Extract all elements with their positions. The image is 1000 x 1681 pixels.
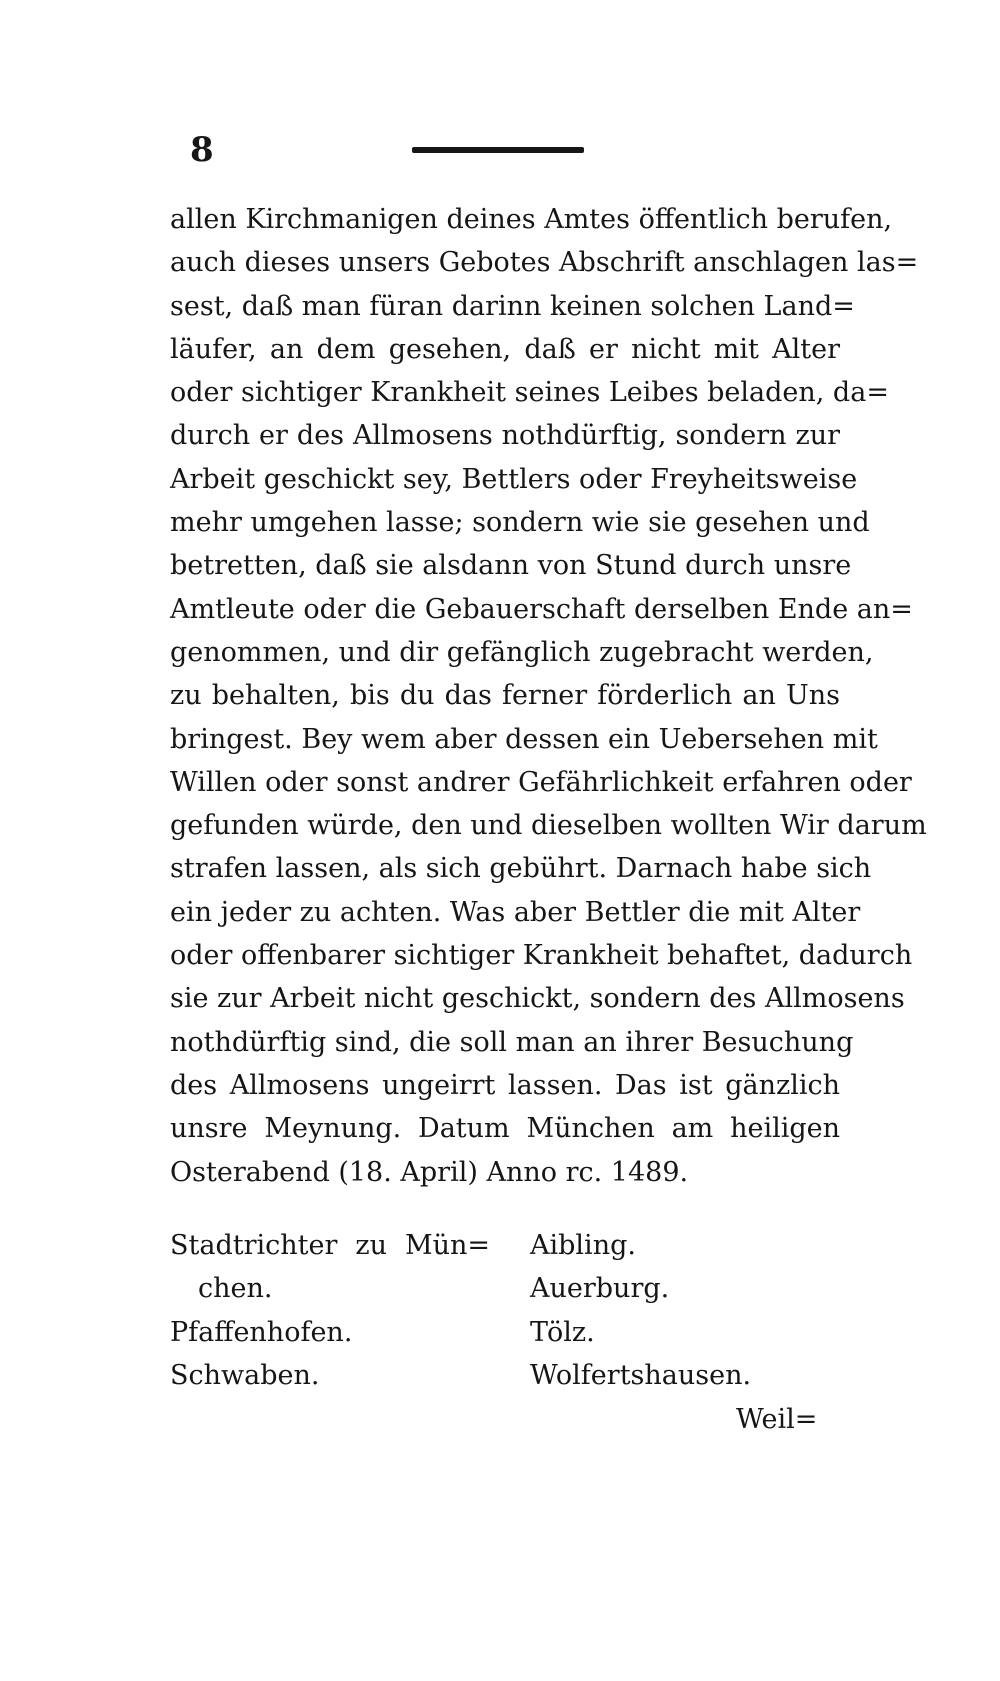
- text-line: ein jeder zu achten. Was aber Bettler die mit Alter: [170, 896, 861, 928]
- text-line: genommen, und dir gefänglich zugebracht werden,: [170, 636, 874, 668]
- text-line: unsre Meynung. Datum München am heiligen: [170, 1113, 840, 1145]
- text-line: Amtleute oder die Gebauerschaft derselben Ende an=: [170, 593, 913, 625]
- text-line: auch dieses unsers Gebotes Abschrift anschlagen las=: [170, 247, 919, 279]
- place-row: [170, 1267, 840, 1310]
- text-line: durch er des Allmosens nothdürftig, sondern zur: [170, 420, 840, 452]
- place-left: Pfaffenhofen.: [170, 1316, 353, 1348]
- header-rule: [412, 147, 584, 153]
- place-left: Schwaben.: [170, 1359, 320, 1391]
- body-text: [170, 198, 927, 1194]
- text-line: des Allmosens ungeirrt lassen. Das ist gänzlich: [170, 1069, 840, 1101]
- text-line: oder sichtiger Krankheit seines Leibes beladen, da=: [170, 377, 889, 409]
- place-row: [170, 1224, 840, 1267]
- place-right: Tölz.: [530, 1316, 595, 1348]
- place-list: [170, 1224, 840, 1397]
- text-line: Osterabend (18. April) Anno rc. 1489.: [170, 1156, 689, 1188]
- text-line: Willen oder sonst andrer Gefährlichkeit erfahren oder: [170, 766, 912, 798]
- text-line: bringest. Bey wem aber dessen ein Uebersehen mit: [170, 723, 878, 755]
- place-right: Aibling.: [530, 1230, 636, 1261]
- place-right: Wolfertshausen.: [530, 1359, 752, 1391]
- text-line: sest, daß man füran darinn keinen solchen Land=: [170, 290, 855, 322]
- page-number: 8: [190, 130, 214, 170]
- text-line: strafen lassen, als sich gebührt. Darnach habe sich: [170, 853, 872, 885]
- place-row: [170, 1311, 840, 1354]
- text-line: gefunden würde, den und dieselben wollten Wir darum: [170, 810, 927, 842]
- text-line: allen Kirchmanigen deines Amtes öffentlich berufen,: [170, 204, 893, 235]
- place-row: [170, 1354, 840, 1397]
- place-left: Stadtrichter zu Mün=: [170, 1230, 490, 1261]
- text-line: mehr umgehen lasse; sondern wie sie gesehen und: [170, 507, 870, 539]
- text-line: betretten, daß sie alsdann von Stund durch unsre: [170, 550, 852, 582]
- catchword: Weil=: [736, 1404, 818, 1435]
- text-line: Arbeit geschickt sey, Bettlers oder Freyheitsweise: [170, 463, 858, 495]
- place-left: chen.: [198, 1273, 273, 1305]
- text-line: oder offenbarer sichtiger Krankheit behaftet, dadurch: [170, 940, 913, 972]
- text-line: sie zur Arbeit nicht geschickt, sondern des Allmosens: [170, 983, 905, 1015]
- text-line: zu behalten, bis du das ferner förderlich an Uns: [170, 680, 840, 712]
- text-line: läufer, an dem gesehen, daß er nicht mit Alter: [170, 333, 840, 365]
- text-line: nothdürftig sind, die soll man an ihrer Besuchung: [170, 1026, 854, 1058]
- place-right: Auerburg.: [530, 1273, 670, 1305]
